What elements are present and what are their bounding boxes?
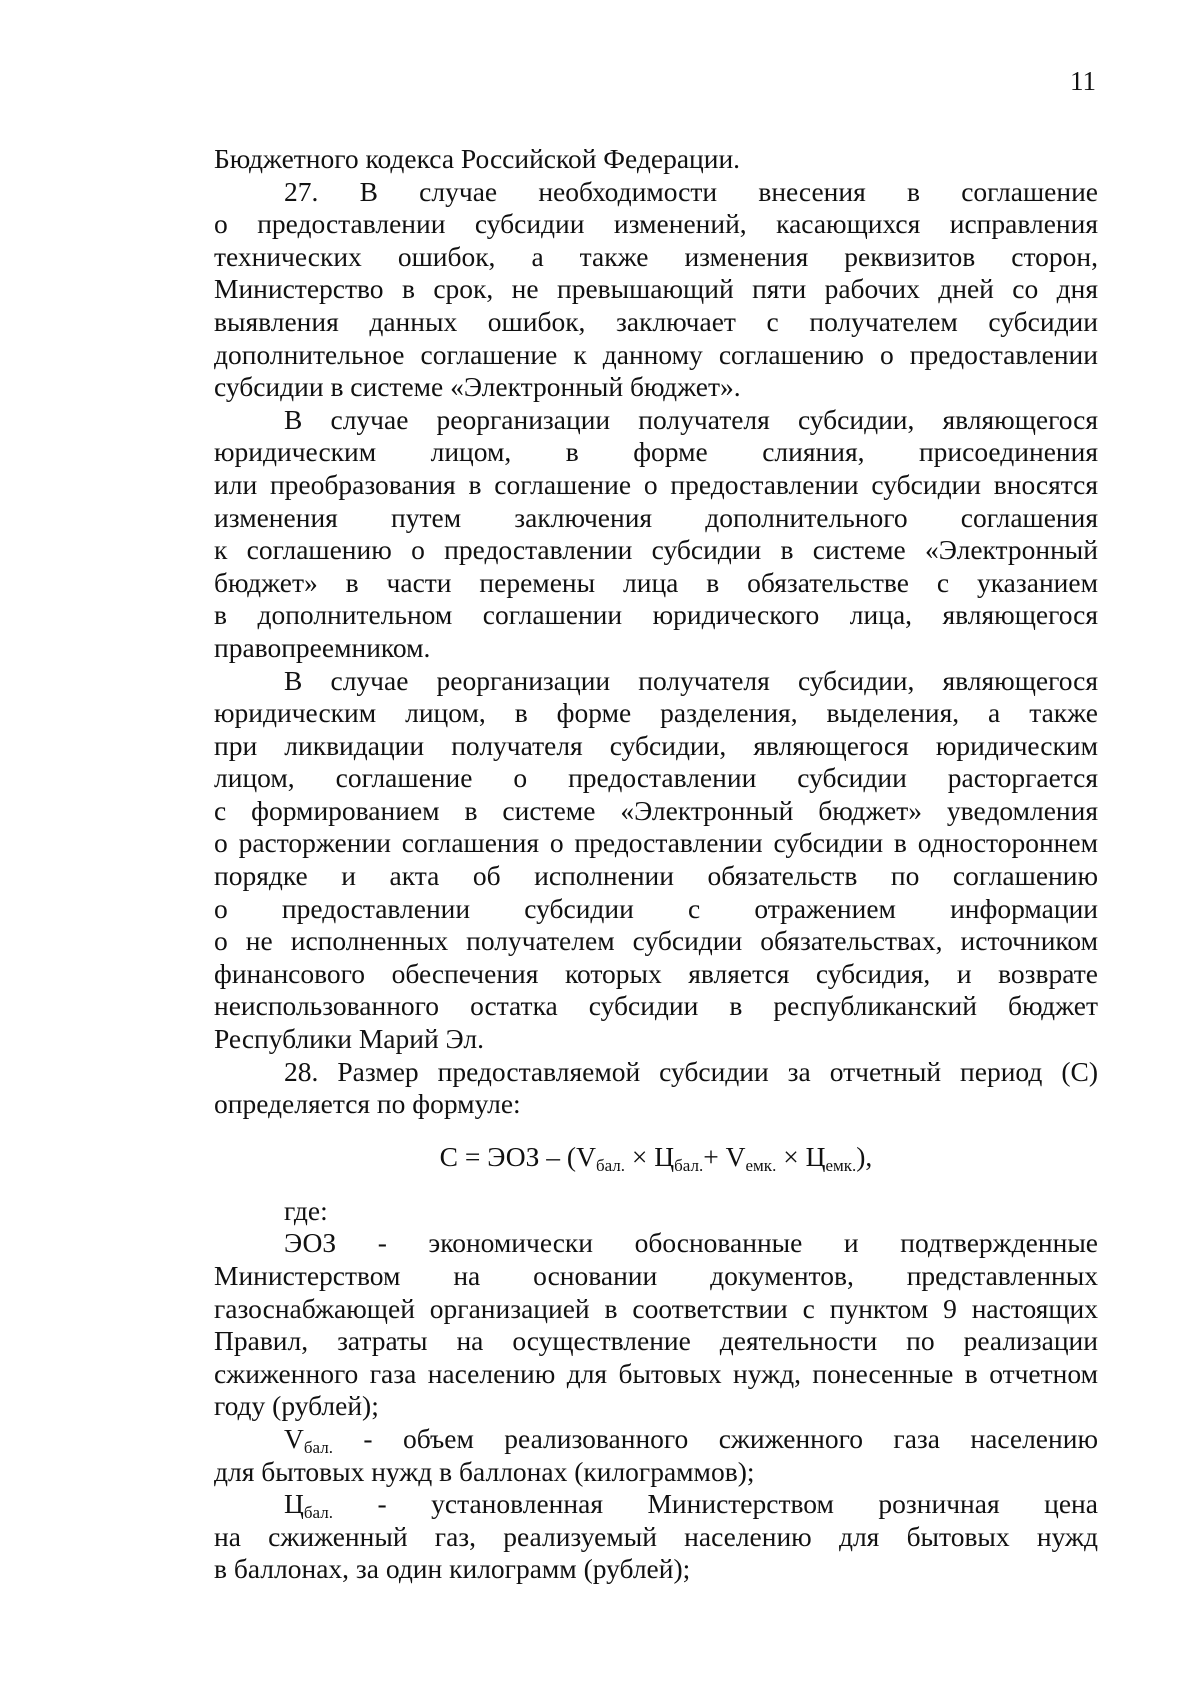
text-line: Республики Марий Эл. <box>214 1023 484 1055</box>
text-line: изменения путем заключения дополнительного соглашения <box>214 501 1098 533</box>
paragraph-budget-code <box>214 143 1098 176</box>
paragraph-reorganization-division <box>214 665 1098 1056</box>
formula-v-bal: V <box>576 1140 596 1172</box>
text-line: технических ошибок, а также изменения реквизитов сторон, <box>214 240 1098 272</box>
paragraph-where <box>214 1195 1098 1228</box>
paragraph-v-bal-definition <box>214 1423 1098 1488</box>
formula-plus: + <box>703 1140 726 1172</box>
document-body <box>214 143 1098 1586</box>
text-line: о не исполненных получателем субсидии обязательствах, источником <box>214 925 1098 957</box>
text-line: определяется по формуле: <box>214 1088 521 1120</box>
paragraph-28 <box>214 1056 1098 1121</box>
text-line: выявления данных ошибок, заключает с получателем субсидии <box>214 305 1098 337</box>
text-line: с формированием в системе «Электронный бюджет» уведомления <box>214 794 1098 826</box>
formula-times-1: × <box>625 1140 655 1172</box>
text-line: или преобразования в соглашение о предоставлении субсидии вносятся <box>214 468 1098 500</box>
formula-c-emk: Ц <box>805 1140 826 1172</box>
text-line: году (рублей); <box>214 1390 379 1422</box>
text-line: о предоставлении субсидии изменений, касающихся исправления <box>214 208 1098 240</box>
formula-v-bal-sub: бал. <box>595 1155 626 1175</box>
text-line: неиспользованного остатка субсидии в республиканский бюджет <box>214 990 1098 1022</box>
text-line: сжиженного газа населению для бытовых нужд, понесенные в отчетном <box>214 1357 1098 1389</box>
symbol-c-bal: Ц <box>284 1488 304 1520</box>
text-line: дополнительное соглашение к данному соглашению о предоставлении <box>214 338 1098 370</box>
symbol-v-bal-sub: бал. <box>303 1437 333 1457</box>
formula-v-emk-sub: емк. <box>745 1155 777 1175</box>
text-line: ЭОЗ - экономически обоснованные и подтвержденные <box>284 1227 1098 1259</box>
formula-c-emk-sub: емк. <box>825 1155 857 1175</box>
paragraph-reorganization-merger <box>214 404 1098 665</box>
text-line: лицом, соглашение о предоставлении субсидии расторгается <box>214 762 1098 794</box>
paragraph-c-bal-definition <box>214 1488 1098 1586</box>
subsidy-formula <box>214 1140 1098 1174</box>
formula-lhs: С = ЭОЗ – ( <box>439 1140 577 1172</box>
formula-c-bal: Ц <box>654 1140 675 1172</box>
text-line: для бытовых нужд в баллонах (килограммов); <box>214 1455 755 1487</box>
text-line: правопреемником. <box>214 631 431 663</box>
text-line: в баллонах, за один килограмм (рублей); <box>214 1553 691 1585</box>
text-line: юридическим лицом, в форме слияния, присоединения <box>214 436 1098 468</box>
text-line: 27. В случае необходимости внесения в соглашение <box>284 175 1098 207</box>
text-line: где: <box>284 1194 328 1226</box>
formula-times-2: × <box>776 1140 806 1172</box>
text-line: финансового обеспечения которых является субсидия, и возврате <box>214 957 1098 989</box>
paragraph-27 <box>214 176 1098 404</box>
text-line <box>214 1488 1098 1521</box>
text-line: Бюджетного кодекса Российской Федерации. <box>214 143 741 174</box>
text-line: 28. Размер предоставляемой субсидии за отчетный период (С) <box>284 1055 1098 1087</box>
text-line: о расторжении соглашения о предоставлении субсидии в одностороннем <box>214 827 1098 859</box>
text-line: в дополнительном соглашении юридического лица, являющегося <box>214 599 1098 631</box>
text-line: о предоставлении субсидии с отражением информации <box>214 892 1098 924</box>
text-line: В случае реорганизации получателя субсидии, являющегося <box>284 403 1098 435</box>
text-line: газоснабжающей организацией в соответствии с пунктом 9 настоящих <box>214 1292 1098 1324</box>
definition-text: - объем реализованного сжиженного газа населению <box>332 1422 1098 1454</box>
text-line: юридическим лицом, в форме разделения, выделения, а также <box>214 697 1098 729</box>
text-line: на сжиженный газ, реализуемый населению для бытовых нужд <box>214 1520 1098 1552</box>
page-number: 11 <box>1070 66 1096 96</box>
paragraph-eoz-definition <box>214 1227 1098 1423</box>
text-line: при ликвидации получателя субсидии, являющегося юридическим <box>214 729 1098 761</box>
text-line: В случае реорганизации получателя субсидии, являющегося <box>284 664 1098 696</box>
formula-v-emk: V <box>725 1140 746 1172</box>
text-line: порядке и акта об исполнении обязательств по соглашению <box>214 860 1098 892</box>
text-line: бюджет» в части перемены лица в обязательстве с указанием <box>214 566 1098 598</box>
symbol-v-bal: V <box>284 1422 304 1454</box>
symbol-c-bal-sub: бал. <box>303 1503 333 1523</box>
formula-end: ), <box>856 1140 873 1172</box>
definition-text: - установленная Министерством розничная цена <box>332 1488 1098 1520</box>
formula-c-bal-sub: бал. <box>674 1155 704 1175</box>
text-line: Министерство в срок, не превышающий пяти рабочих дней со дня <box>214 273 1098 305</box>
text-line: субсидии в системе «Электронный бюджет». <box>214 371 741 403</box>
text-line: Министерством на основании документов, представленных <box>214 1260 1098 1291</box>
text-line <box>214 1423 1098 1456</box>
text-line: к соглашению о предоставлении субсидии в системе «Электронный <box>214 534 1098 566</box>
text-line: Правил, затраты на осуществление деятельности по реализации <box>214 1325 1098 1357</box>
